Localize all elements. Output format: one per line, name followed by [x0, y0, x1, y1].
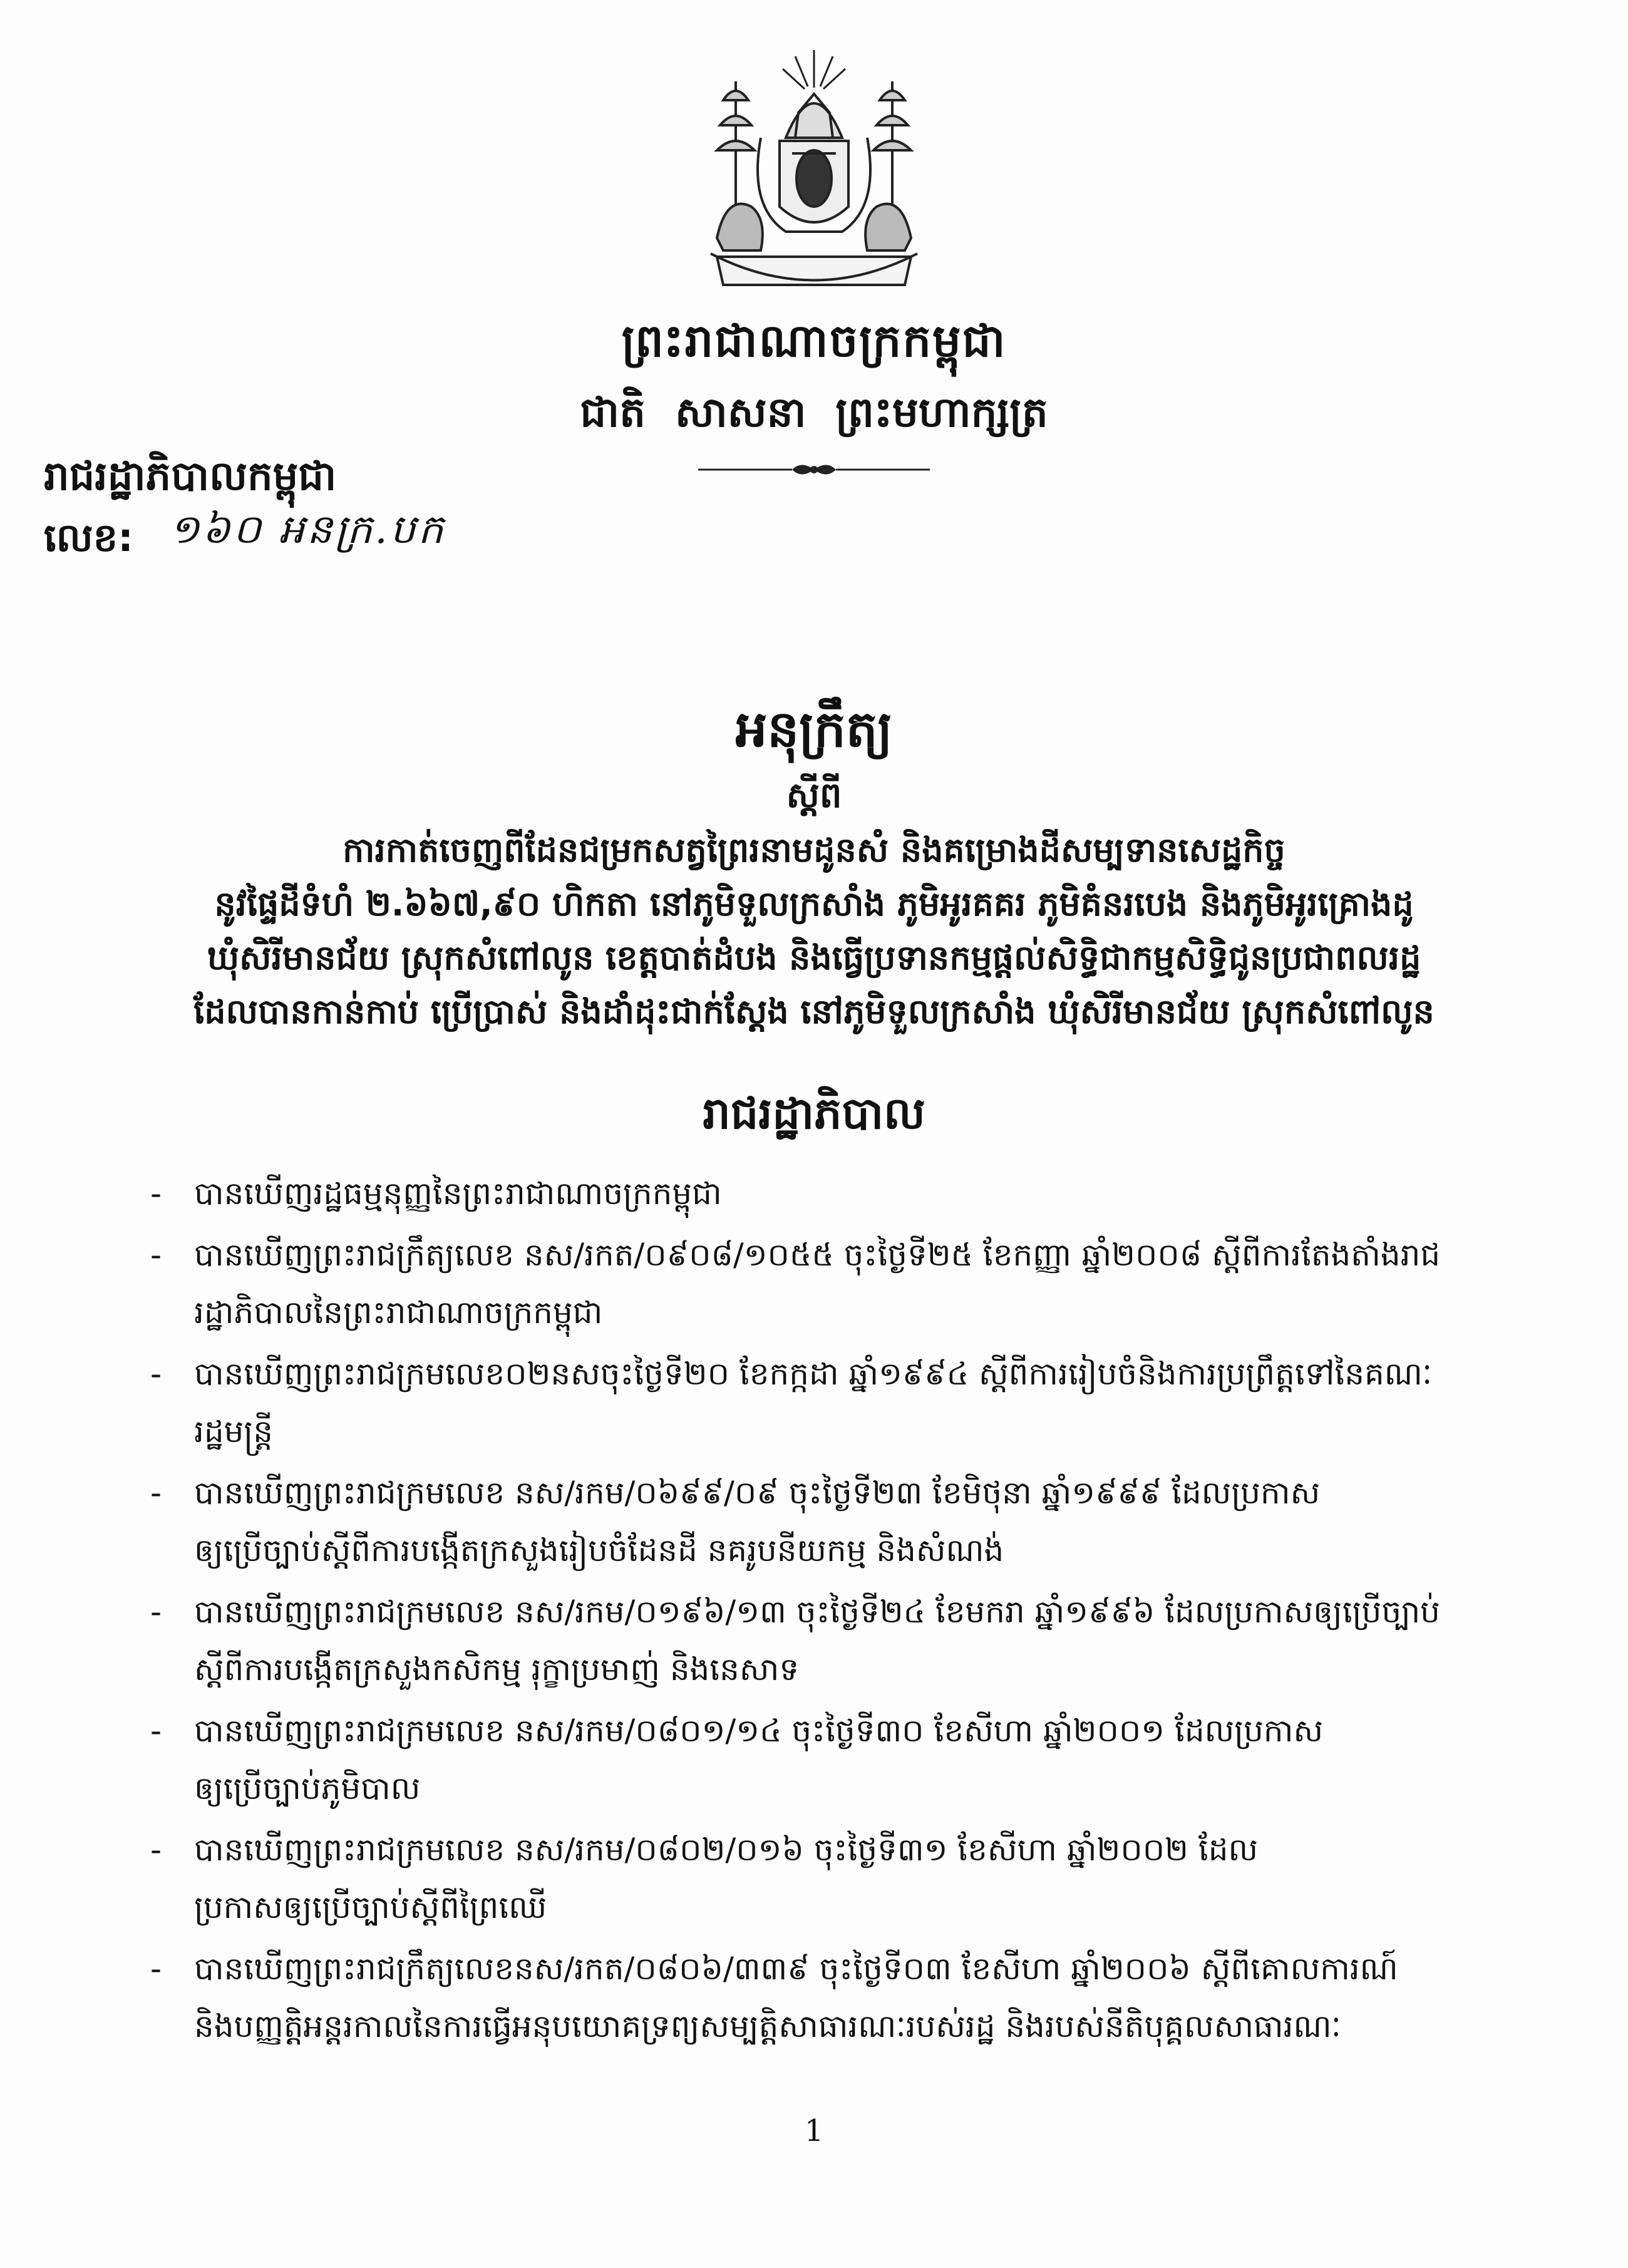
divider-ornament-icon — [698, 457, 930, 482]
preamble-clause — [150, 1165, 1515, 1222]
bullet-dash: - — [150, 1475, 162, 1511]
page-number: 1 — [804, 2113, 824, 2148]
preamble-clause — [150, 1702, 1515, 1817]
clause-line: រដ្ឋមន្ត្រី — [194, 1413, 273, 1450]
bullet-dash: - — [150, 1951, 162, 1987]
government-heading: រាជរដ្ឋាភិបាល — [703, 1088, 925, 1139]
subject-block — [125, 823, 1503, 1039]
bullet-dash: - — [150, 1356, 162, 1392]
document-number-handwritten: ១៦០ អនក្រ.បក — [169, 507, 446, 553]
national-motto: ជាតិ សាសនា ព្រះមហាក្សត្រ — [580, 388, 1048, 436]
clause-line: បានឃើញព្រះរាជក្រមលេខ០២នសចុះថ្ងៃទី២០ ខែកក្កដា ឆ្នាំ១៩៩៤ ស្តីពីការរៀបចំនិងការប្រព្រឹត្តទៅនៃគណៈ — [194, 1356, 1433, 1392]
bullet-dash: - — [150, 1237, 162, 1273]
clause-line: បានឃើញព្រះរាជក្រមលេខ នស/រកម/០១៩៦/១៣ ចុះថ្ងៃទី២៤ ខែមករា ឆ្នាំ១៩៩៦ ដែលប្រកាសឲ្យប្រើច្បាប់ — [194, 1594, 1440, 1630]
document-number-label: លេខ: — [44, 515, 133, 560]
preamble-clause — [150, 1940, 1515, 2055]
clause-line: បានឃើញព្រះរាជក្រឹត្យលេខ នស/រកត/០៩០៨/១០៥៥ ចុះថ្ងៃទី២៥ ខែកញ្ញា ឆ្នាំ២០០៨ ស្តីពីការតែងតាំងរាជ — [194, 1237, 1441, 1273]
subject-line: ការកាត់ចេញពីដែនជម្រកសត្វព្រៃរនាមដូនសំ និងគម្រោងដីសម្បទានសេដ្ឋកិច្ច — [343, 830, 1285, 870]
clause-line: និងបញ្ញត្តិអន្តរកាលនៃការធ្វើអនុបយោគទ្រព្យសម្បត្តិសាធារណៈរបស់រដ្ឋ និងរបស់នីតិបុគ្គលសាធារណៈ — [194, 2008, 1341, 2044]
subject-line: ឃុំសិរីមានជ័យ ស្រុកសំពៅលូន ខេត្តបាត់ដំបង និងធ្វើប្រទានកម្មផ្តល់សិទ្ធិជាកម្មសិទ្ធិជូនប្រជាពលរដ្ឋ — [207, 938, 1421, 977]
royal-coat-of-arms-icon — [692, 44, 936, 307]
bullet-dash: - — [150, 1832, 162, 1868]
preamble-clause — [150, 1345, 1515, 1460]
clause-line: ឲ្យប្រើច្បាប់ភូមិបាល — [194, 1770, 421, 1807]
preamble-clause-list — [150, 1165, 1515, 2059]
preamble-clause — [150, 1821, 1515, 1936]
clause-line: បានឃើញរដ្ឋធម្មនុញ្ញនៃព្រះរាជាណាចក្រកម្ពុជា — [194, 1175, 722, 1212]
bullet-dash: - — [150, 1713, 162, 1749]
clause-line: ឲ្យប្រើច្បាប់ស្តីពីការបង្កើតក្រសួងរៀបចំដែនដី នគរូបនីយកម្ម និងសំណង់ — [194, 1532, 1004, 1569]
clause-line: ស្តីពីការបង្កើតក្រសួងកសិកម្ម រុក្ខាប្រមាញ់ និងនេសាទ — [194, 1651, 800, 1688]
bullet-dash: - — [150, 1594, 162, 1630]
kingdom-title: ព្រះរាជាណាចក្រកម្ពុជា — [621, 314, 1007, 367]
clause-line: រដ្ឋាភិបាលនៃព្រះរាជាណាចក្រកម្ពុជា — [194, 1294, 603, 1331]
clause-line: បានឃើញព្រះរាជក្រមលេខ នស/រកម/០៦៩៩/០៩ ចុះថ្ងៃទី២៣ ខែមិថុនា ឆ្នាំ១៩៩៩ ដែលប្រកាស — [194, 1475, 1321, 1511]
document-type-heading: អនុក្រឹត្យ — [735, 700, 893, 758]
preamble-clause — [150, 1464, 1515, 1579]
subject-line: នូវផ្ទៃដីទំហំ ២.៦៦៧,៩០ ហិកតា នៅភូមិទួលក្រសាំង ភូមិអូរគគរ ភូមិគំនរបេង និងភូមិអូរគ្រោងដូ — [214, 884, 1414, 924]
preamble-clause — [150, 1583, 1515, 1698]
bullet-dash: - — [150, 1175, 162, 1212]
issuing-authority: រាជរដ្ឋាភិបាលកម្ពុជា — [44, 453, 337, 500]
clause-line: ប្រកាសឲ្យប្រើច្បាប់ស្តីពីព្រៃឈើ — [194, 1889, 547, 1925]
clause-line: បានឃើញព្រះរាជក្រមលេខ នស/រកម/០៨០១/១៤ ចុះថ្ងៃទី៣០ ខែសីហា ឆ្នាំ២០០១ ដែលប្រកាស — [194, 1713, 1324, 1749]
subject-line: ដែលបានកាន់កាប់ ប្រើប្រាស់ និងដាំដុះជាក់ស្តែង នៅភូមិទួលក្រសាំង ឃុំសិរីមានជ័យ ស្រុកសំពៅលូន — [193, 992, 1435, 1031]
preamble-clause — [150, 1226, 1515, 1341]
clause-line: បានឃើញព្រះរាជក្រមលេខ នស/រកម/០៨០២/០១៦ ចុះថ្ងៃទី៣១ ខែសីហា ឆ្នាំ២០០២ ដែល — [194, 1832, 1259, 1868]
clause-line: បានឃើញព្រះរាជក្រឹត្យលេខនស/រកត/០៨០៦/៣៣៩ ចុះថ្ងៃទី០៣ ខែសីហា ឆ្នាំ២០០៦ ស្តីពីគោលការណ៍ — [194, 1951, 1398, 1987]
about-label: ស្តីពី — [786, 775, 842, 816]
